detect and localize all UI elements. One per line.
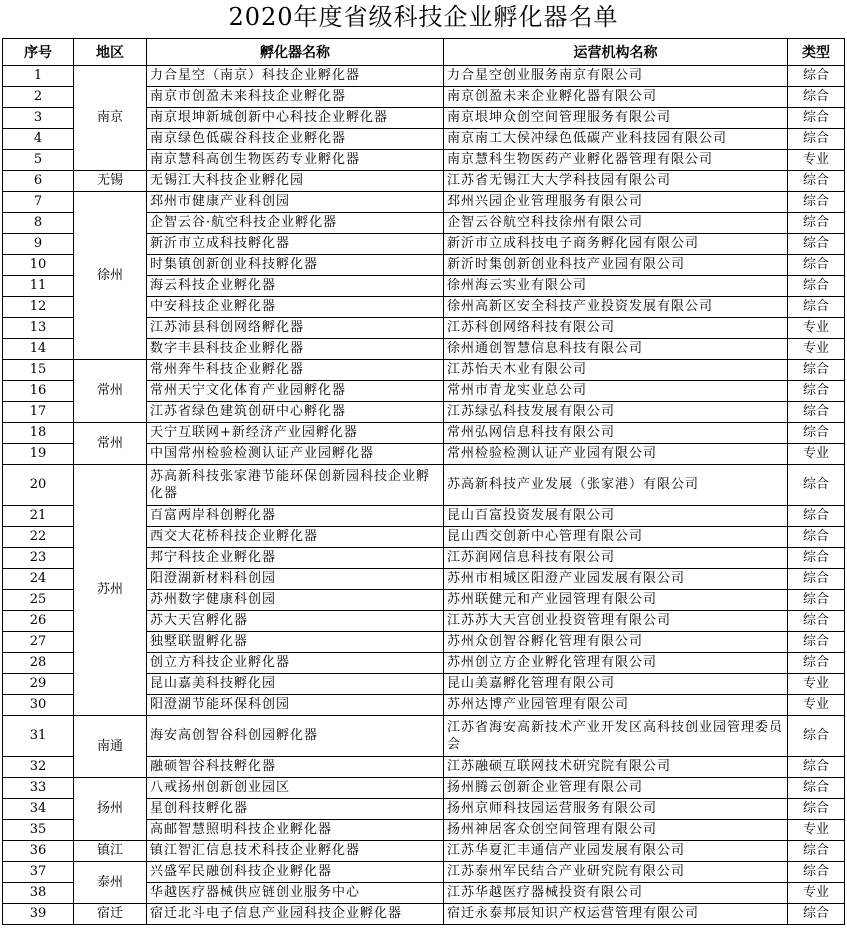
header-operator-name: 运营机构名称: [444, 39, 788, 66]
cell-incubator-name: 八戒扬州创新创业园区: [147, 778, 444, 799]
cell-type: 综合: [788, 87, 845, 108]
cell-serial: 30: [3, 695, 74, 716]
cell-type: 专业: [788, 883, 845, 904]
cell-serial: 37: [3, 862, 74, 883]
cell-serial: 22: [3, 527, 74, 548]
cell-operator-name: 扬州腾云创新企业管理有限公司: [444, 778, 788, 799]
cell-type: 综合: [788, 862, 845, 883]
cell-operator-name: 苏州创立方企业孵化管理有限公司: [444, 653, 788, 674]
cell-type: 综合: [788, 611, 845, 632]
header-serial: 序号: [3, 39, 74, 66]
cell-incubator-name: 海云科技企业孵化器: [147, 276, 444, 297]
cell-incubator-name: 阳澄湖节能环保科创园: [147, 695, 444, 716]
cell-incubator-name: 独墅联盟孵化器: [147, 632, 444, 653]
cell-incubator-name: 南京市创盈未来科技企业孵化器: [147, 87, 444, 108]
cell-type: 综合: [788, 297, 845, 318]
cell-incubator-name: 企智云谷·航空科技企业孵化器: [147, 213, 444, 234]
cell-region: 常州: [74, 360, 147, 423]
cell-incubator-name: 南京绿色低碳谷科技企业孵化器: [147, 129, 444, 150]
cell-type: 综合: [788, 841, 845, 862]
cell-serial: 1: [3, 66, 74, 87]
cell-serial: 20: [3, 465, 74, 506]
cell-type: 综合: [788, 548, 845, 569]
cell-serial: 12: [3, 297, 74, 318]
cell-operator-name: 徐州高新区安全科技产业投资发展有限公司: [444, 297, 788, 318]
cell-operator-name: 扬州神居客众创空间管理有限公司: [444, 820, 788, 841]
cell-type: 专业: [788, 318, 845, 339]
table-row: [3, 66, 845, 87]
cell-type: 综合: [788, 108, 845, 129]
cell-serial: 17: [3, 402, 74, 423]
cell-incubator-name: 创立方科技企业孵化器: [147, 653, 444, 674]
cell-type: 综合: [788, 569, 845, 590]
cell-serial: 5: [3, 150, 74, 171]
cell-operator-name: 企智云谷航空科技徐州有限公司: [444, 213, 788, 234]
cell-operator-name: 苏州达博产业园管理有限公司: [444, 695, 788, 716]
cell-incubator-name: 中安科技企业孵化器: [147, 297, 444, 318]
cell-incubator-name: 昆山嘉美科技孵化园: [147, 674, 444, 695]
cell-region: 南京: [74, 66, 147, 171]
cell-incubator-name: 江苏沛县科创网络孵化器: [147, 318, 444, 339]
cell-incubator-name: 西交大花桥科技企业孵化器: [147, 527, 444, 548]
cell-serial: 34: [3, 799, 74, 820]
table-row: [3, 192, 845, 213]
cell-serial: 32: [3, 757, 74, 778]
cell-operator-name: 江苏融硕互联网技术研究院有限公司: [444, 757, 788, 778]
cell-type: 综合: [788, 506, 845, 527]
cell-serial: 15: [3, 360, 74, 381]
cell-operator-name: 江苏润网信息科技有限公司: [444, 548, 788, 569]
cell-type: 专业: [788, 150, 845, 171]
cell-incubator-name: 天宁互联网+新经济产业园孵化器: [147, 423, 444, 444]
cell-incubator-name: 无锡江大科技企业孵化园: [147, 171, 444, 192]
cell-serial: 26: [3, 611, 74, 632]
cell-incubator-name: 融硕智谷科技孵化器: [147, 757, 444, 778]
cell-operator-name: 江苏科创网络科技有限公司: [444, 318, 788, 339]
cell-region: 宿迁: [74, 904, 147, 925]
cell-serial: 28: [3, 653, 74, 674]
cell-operator-name: 江苏绿弘科技发展有限公司: [444, 402, 788, 423]
cell-type: 综合: [788, 276, 845, 297]
cell-operator-name: 徐州海云实业有限公司: [444, 276, 788, 297]
cell-serial: 19: [3, 444, 74, 465]
cell-serial: 31: [3, 716, 74, 757]
cell-incubator-name: 常州奔牛科技企业孵化器: [147, 360, 444, 381]
table-row: [3, 360, 845, 381]
cell-operator-name: 扬州京师科技园运营服务有限公司: [444, 799, 788, 820]
cell-serial: 38: [3, 883, 74, 904]
cell-serial: 7: [3, 192, 74, 213]
table-row: [3, 716, 845, 757]
cell-serial: 33: [3, 778, 74, 799]
cell-serial: 14: [3, 339, 74, 360]
cell-type: 综合: [788, 653, 845, 674]
cell-serial: 21: [3, 506, 74, 527]
cell-operator-name: 江苏泰州军民结合产业研究院有限公司: [444, 862, 788, 883]
cell-incubator-name: 江苏省绿色建筑创研中心孵化器: [147, 402, 444, 423]
cell-serial: 4: [3, 129, 74, 150]
cell-operator-name: 苏高新科技产业发展（张家港）有限公司: [444, 465, 788, 506]
cell-type: 综合: [788, 632, 845, 653]
header-incubator-name: 孵化器名称: [147, 39, 444, 66]
cell-incubator-name: 苏高新科技张家港节能环保创新园科技企业孵化器: [147, 465, 444, 506]
cell-incubator-name: 南京慧科高创生物医药专业孵化器: [147, 150, 444, 171]
cell-operator-name: 南京慧科生物医药产业孵化器管理有限公司: [444, 150, 788, 171]
header-type: 类型: [788, 39, 845, 66]
cell-type: 综合: [788, 757, 845, 778]
cell-operator-name: 苏州联健元和产业园管理有限公司: [444, 590, 788, 611]
cell-operator-name: 昆山美嘉孵化管理有限公司: [444, 674, 788, 695]
cell-type: 综合: [788, 255, 845, 276]
cell-serial: 36: [3, 841, 74, 862]
cell-incubator-name: 兴盛军民融创科技企业孵化器: [147, 862, 444, 883]
cell-region: 镇江: [74, 841, 147, 862]
cell-serial: 10: [3, 255, 74, 276]
cell-operator-name: 江苏省海安高新技术产业开发区高科技创业园管理委员会: [444, 716, 788, 757]
cell-type: 专业: [788, 674, 845, 695]
cell-incubator-name: 苏州数字健康科创园: [147, 590, 444, 611]
cell-region: 扬州: [74, 778, 147, 841]
table-row: [3, 423, 845, 444]
cell-type: 综合: [788, 129, 845, 150]
cell-type: 综合: [788, 213, 845, 234]
cell-incubator-name: 南京垠坤新城创新中心科技企业孵化器: [147, 108, 444, 129]
cell-operator-name: 江苏怡天木业有限公司: [444, 360, 788, 381]
cell-incubator-name: 镇江智汇信息技术科技企业孵化器: [147, 841, 444, 862]
cell-incubator-name: 华越医疗器械供应链创业服务中心: [147, 883, 444, 904]
cell-incubator-name: 邳州市健康产业科创园: [147, 192, 444, 213]
cell-serial: 18: [3, 423, 74, 444]
table-row: [3, 171, 845, 192]
cell-type: 综合: [788, 799, 845, 820]
cell-incubator-name: 常州天宁文化体育产业园孵化器: [147, 381, 444, 402]
cell-type: 专业: [788, 444, 845, 465]
cell-serial: 27: [3, 632, 74, 653]
table-row: [3, 841, 845, 862]
cell-operator-name: 常州弘网信息科技有限公司: [444, 423, 788, 444]
cell-type: 综合: [788, 778, 845, 799]
cell-region: 常州: [74, 423, 147, 465]
incubator-table: [2, 38, 845, 925]
table-row: [3, 904, 845, 925]
page-title: 2020年度省级科技企业孵化器名单: [228, 3, 619, 31]
cell-operator-name: 苏州市相城区阳澄产业园发展有限公司: [444, 569, 788, 590]
cell-type: 综合: [788, 360, 845, 381]
cell-type: 综合: [788, 192, 845, 213]
cell-serial: 11: [3, 276, 74, 297]
cell-operator-name: 江苏华夏汇丰通信产业园发展有限公司: [444, 841, 788, 862]
cell-incubator-name: 宿迁北斗电子信息产业园科技企业孵化器: [147, 904, 444, 925]
cell-serial: 25: [3, 590, 74, 611]
cell-serial: 9: [3, 234, 74, 255]
cell-type: 综合: [788, 590, 845, 611]
cell-operator-name: 徐州通创智慧信息科技有限公司: [444, 339, 788, 360]
cell-serial: 29: [3, 674, 74, 695]
cell-serial: 23: [3, 548, 74, 569]
cell-operator-name: 南京创盈未来企业孵化器有限公司: [444, 87, 788, 108]
cell-serial: 8: [3, 213, 74, 234]
cell-region: 泰州: [74, 862, 147, 904]
cell-operator-name: 江苏华越医疗器械投资有限公司: [444, 883, 788, 904]
cell-type: 专业: [788, 695, 845, 716]
cell-type: 综合: [788, 527, 845, 548]
cell-type: 综合: [788, 904, 845, 925]
cell-type: 专业: [788, 339, 845, 360]
cell-serial: 13: [3, 318, 74, 339]
cell-region: 南通: [74, 716, 147, 778]
cell-incubator-name: 阳澄湖新材料科创园: [147, 569, 444, 590]
cell-serial: 3: [3, 108, 74, 129]
cell-type: 综合: [788, 465, 845, 506]
cell-serial: 35: [3, 820, 74, 841]
cell-serial: 24: [3, 569, 74, 590]
cell-operator-name: 南京南工大侯冲绿色低碳产业科技园有限公司: [444, 129, 788, 150]
cell-incubator-name: 邦宁科技企业孵化器: [147, 548, 444, 569]
cell-operator-name: 常州市青龙实业总公司: [444, 381, 788, 402]
cell-operator-name: 昆山西交创新中心管理有限公司: [444, 527, 788, 548]
cell-operator-name: 南京垠坤众创空间管理服务有限公司: [444, 108, 788, 129]
cell-incubator-name: 力合星空（南京）科技企业孵化器: [147, 66, 444, 87]
cell-incubator-name: 高邮智慧照明科技企业孵化器: [147, 820, 444, 841]
cell-type: 综合: [788, 423, 845, 444]
table-row: [3, 862, 845, 883]
cell-serial: 2: [3, 87, 74, 108]
cell-operator-name: 新沂市立成科技电子商务孵化园有限公司: [444, 234, 788, 255]
cell-type: 专业: [788, 820, 845, 841]
cell-incubator-name: 数字丰县科技企业孵化器: [147, 339, 444, 360]
cell-operator-name: 常州检验检测认证产业园有限公司: [444, 444, 788, 465]
table-row: [3, 778, 845, 799]
cell-region: 无锡: [74, 171, 147, 192]
cell-operator-name: 江苏苏大天宫创业投资管理有限公司: [444, 611, 788, 632]
cell-serial: 6: [3, 171, 74, 192]
cell-serial: 16: [3, 381, 74, 402]
cell-type: 综合: [788, 381, 845, 402]
cell-operator-name: 新沂时集创新创业科技产业园有限公司: [444, 255, 788, 276]
cell-operator-name: 昆山百富投资发展有限公司: [444, 506, 788, 527]
cell-operator-name: 江苏省无锡江大大学科技园有限公司: [444, 171, 788, 192]
cell-incubator-name: 中国常州检验检测认证产业园孵化器: [147, 444, 444, 465]
table-header-row: [3, 39, 845, 66]
cell-operator-name: 力合星空创业服务南京有限公司: [444, 66, 788, 87]
cell-region: 苏州: [74, 465, 147, 716]
cell-region: 徐州: [74, 192, 147, 360]
cell-type: 综合: [788, 716, 845, 757]
cell-operator-name: 苏州众创智谷孵化管理有限公司: [444, 632, 788, 653]
cell-incubator-name: 海安高创智谷科创园孵化器: [147, 716, 444, 757]
cell-type: 综合: [788, 66, 845, 87]
cell-incubator-name: 新沂市立成科技孵化器: [147, 234, 444, 255]
table-row: [3, 465, 845, 506]
cell-incubator-name: 星创科技孵化器: [147, 799, 444, 820]
cell-type: 综合: [788, 402, 845, 423]
header-region: 地区: [74, 39, 147, 66]
cell-type: 综合: [788, 234, 845, 255]
cell-incubator-name: 百富两岸科创孵化器: [147, 506, 444, 527]
cell-type: 综合: [788, 171, 845, 192]
cell-serial: 39: [3, 904, 74, 925]
cell-operator-name: 宿迁永泰邦辰知识产权运营管理有限公司: [444, 904, 788, 925]
cell-incubator-name: 时集镇创新创业科技孵化器: [147, 255, 444, 276]
cell-incubator-name: 苏大天宫孵化器: [147, 611, 444, 632]
cell-operator-name: 邳州兴园企业管理服务有限公司: [444, 192, 788, 213]
